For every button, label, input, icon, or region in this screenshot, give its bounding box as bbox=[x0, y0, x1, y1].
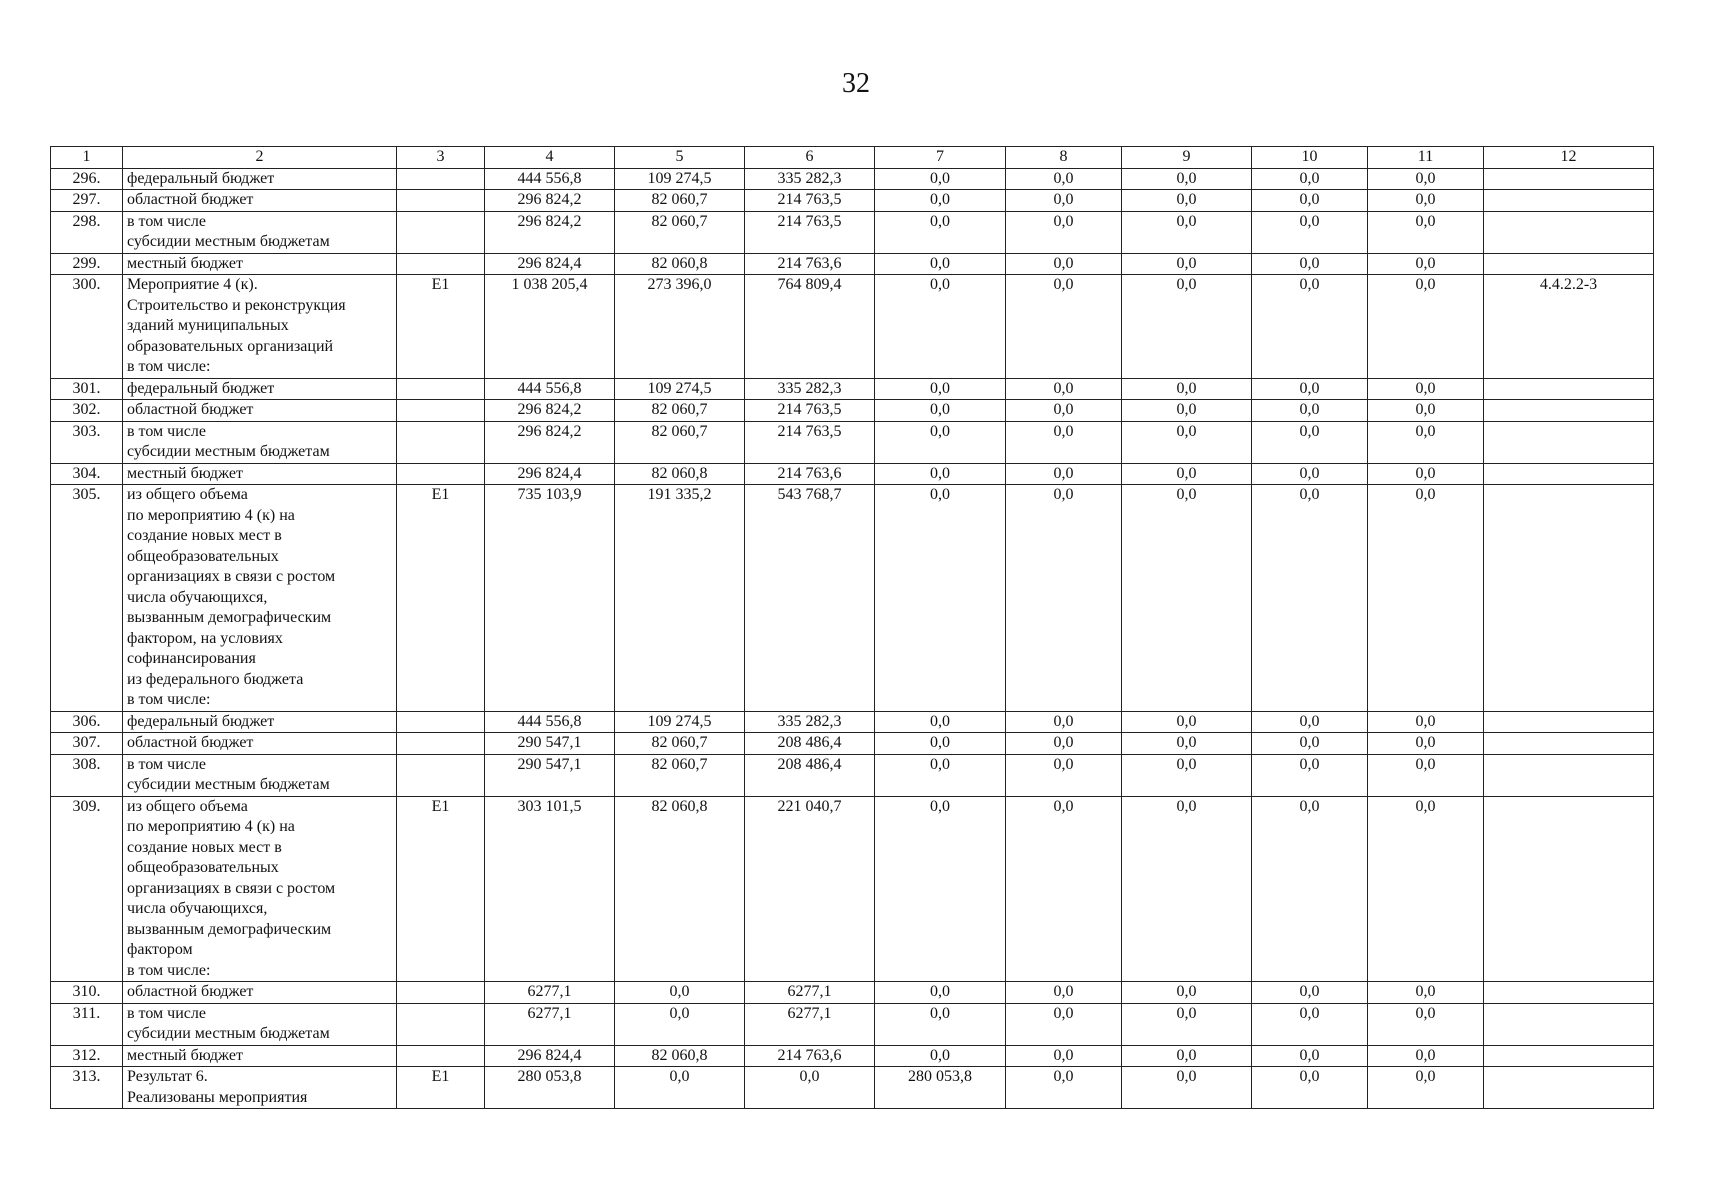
row-number: 303. bbox=[51, 421, 123, 463]
table-row bbox=[51, 711, 1654, 733]
row-note bbox=[1484, 1003, 1654, 1045]
row-description: федеральный бюджет bbox=[123, 378, 397, 400]
row-value-col-8: 0,0 bbox=[1006, 1067, 1122, 1109]
row-value-col-9: 0,0 bbox=[1122, 982, 1252, 1004]
row-value-col-7: 0,0 bbox=[875, 275, 1006, 379]
table-row bbox=[51, 754, 1654, 796]
row-value-col-6: 214 763,5 bbox=[745, 211, 875, 253]
row-value-col-9: 0,0 bbox=[1122, 253, 1252, 275]
column-header-8: 8 bbox=[1006, 147, 1122, 169]
row-value-col-9: 0,0 bbox=[1122, 421, 1252, 463]
row-value-col-6: 208 486,4 bbox=[745, 754, 875, 796]
row-value-col-8: 0,0 bbox=[1006, 463, 1122, 485]
row-code bbox=[397, 711, 485, 733]
row-value-col-5: 191 335,2 bbox=[615, 485, 745, 712]
row-value-col-6: 221 040,7 bbox=[745, 796, 875, 982]
row-code: Е1 bbox=[397, 485, 485, 712]
row-number: 306. bbox=[51, 711, 123, 733]
row-value-col-9: 0,0 bbox=[1122, 711, 1252, 733]
row-code bbox=[397, 754, 485, 796]
row-value-col-11: 0,0 bbox=[1368, 733, 1484, 755]
row-value-col-5: 82 060,7 bbox=[615, 754, 745, 796]
row-value-col-7: 0,0 bbox=[875, 1045, 1006, 1067]
row-note bbox=[1484, 796, 1654, 982]
row-number: 307. bbox=[51, 733, 123, 755]
column-header-12: 12 bbox=[1484, 147, 1654, 169]
row-value-col-9: 0,0 bbox=[1122, 754, 1252, 796]
row-note bbox=[1484, 378, 1654, 400]
row-value-col-11: 0,0 bbox=[1368, 754, 1484, 796]
row-code: Е1 bbox=[397, 796, 485, 982]
row-value-col-7: 0,0 bbox=[875, 711, 1006, 733]
table-body bbox=[51, 147, 1654, 1109]
row-value-col-4: 296 824,2 bbox=[485, 190, 615, 212]
row-number: 300. bbox=[51, 275, 123, 379]
row-description: в том числе субсидии местным бюджетам bbox=[123, 211, 397, 253]
row-note bbox=[1484, 485, 1654, 712]
column-header-11: 11 bbox=[1368, 147, 1484, 169]
column-header-5: 5 bbox=[615, 147, 745, 169]
row-value-col-9: 0,0 bbox=[1122, 485, 1252, 712]
row-value-col-8: 0,0 bbox=[1006, 796, 1122, 982]
row-description: местный бюджет bbox=[123, 253, 397, 275]
row-value-col-4: 296 824,4 bbox=[485, 253, 615, 275]
column-number-row bbox=[51, 147, 1654, 169]
row-value-col-10: 0,0 bbox=[1252, 711, 1368, 733]
row-value-col-5: 82 060,7 bbox=[615, 400, 745, 422]
row-note: 4.4.2.2-3 bbox=[1484, 275, 1654, 379]
column-header-10: 10 bbox=[1252, 147, 1368, 169]
row-code bbox=[397, 168, 485, 190]
row-value-col-11: 0,0 bbox=[1368, 275, 1484, 379]
row-value-col-11: 0,0 bbox=[1368, 1045, 1484, 1067]
row-code bbox=[397, 190, 485, 212]
row-value-col-10: 0,0 bbox=[1252, 754, 1368, 796]
row-value-col-9: 0,0 bbox=[1122, 378, 1252, 400]
row-value-col-11: 0,0 bbox=[1368, 211, 1484, 253]
table-row bbox=[51, 378, 1654, 400]
row-number: 297. bbox=[51, 190, 123, 212]
budget-table bbox=[50, 146, 1654, 1109]
column-header-7: 7 bbox=[875, 147, 1006, 169]
row-value-col-7: 0,0 bbox=[875, 378, 1006, 400]
row-value-col-10: 0,0 bbox=[1252, 378, 1368, 400]
row-value-col-6: 335 282,3 bbox=[745, 168, 875, 190]
row-number: 310. bbox=[51, 982, 123, 1004]
row-value-col-5: 109 274,5 bbox=[615, 168, 745, 190]
row-value-col-5: 82 060,7 bbox=[615, 211, 745, 253]
row-code bbox=[397, 463, 485, 485]
row-note bbox=[1484, 463, 1654, 485]
row-value-col-8: 0,0 bbox=[1006, 733, 1122, 755]
row-value-col-5: 82 060,7 bbox=[615, 733, 745, 755]
row-value-col-4: 735 103,9 bbox=[485, 485, 615, 712]
page-number: 32 bbox=[842, 68, 870, 99]
row-description: в том числе субсидии местным бюджетам bbox=[123, 754, 397, 796]
row-note bbox=[1484, 711, 1654, 733]
table-row bbox=[51, 1045, 1654, 1067]
row-value-col-11: 0,0 bbox=[1368, 1067, 1484, 1109]
row-value-col-6: 214 763,6 bbox=[745, 1045, 875, 1067]
row-description: областной бюджет bbox=[123, 400, 397, 422]
row-value-col-9: 0,0 bbox=[1122, 463, 1252, 485]
column-header-9: 9 bbox=[1122, 147, 1252, 169]
row-value-col-7: 0,0 bbox=[875, 485, 1006, 712]
row-value-col-4: 296 824,4 bbox=[485, 463, 615, 485]
row-value-col-8: 0,0 bbox=[1006, 421, 1122, 463]
row-value-col-5: 82 060,8 bbox=[615, 253, 745, 275]
row-value-col-11: 0,0 bbox=[1368, 378, 1484, 400]
row-value-col-7: 0,0 bbox=[875, 733, 1006, 755]
row-number: 312. bbox=[51, 1045, 123, 1067]
row-number: 298. bbox=[51, 211, 123, 253]
row-value-col-5: 82 060,8 bbox=[615, 1045, 745, 1067]
row-value-col-8: 0,0 bbox=[1006, 253, 1122, 275]
row-code bbox=[397, 378, 485, 400]
table-row bbox=[51, 1003, 1654, 1045]
row-value-col-8: 0,0 bbox=[1006, 211, 1122, 253]
row-value-col-10: 0,0 bbox=[1252, 1045, 1368, 1067]
row-code bbox=[397, 253, 485, 275]
row-value-col-11: 0,0 bbox=[1368, 796, 1484, 982]
row-number: 296. bbox=[51, 168, 123, 190]
row-value-col-7: 0,0 bbox=[875, 211, 1006, 253]
row-description: местный бюджет bbox=[123, 1045, 397, 1067]
row-value-col-9: 0,0 bbox=[1122, 168, 1252, 190]
row-code: Е1 bbox=[397, 275, 485, 379]
table-row bbox=[51, 982, 1654, 1004]
row-value-col-6: 214 763,5 bbox=[745, 190, 875, 212]
row-value-col-8: 0,0 bbox=[1006, 711, 1122, 733]
row-value-col-6: 214 763,5 bbox=[745, 400, 875, 422]
row-value-col-6: 214 763,6 bbox=[745, 253, 875, 275]
row-note bbox=[1484, 400, 1654, 422]
row-value-col-8: 0,0 bbox=[1006, 754, 1122, 796]
row-value-col-7: 0,0 bbox=[875, 796, 1006, 982]
row-value-col-10: 0,0 bbox=[1252, 168, 1368, 190]
table-row bbox=[51, 190, 1654, 212]
row-value-col-6: 764 809,4 bbox=[745, 275, 875, 379]
row-note bbox=[1484, 211, 1654, 253]
row-value-col-9: 0,0 bbox=[1122, 275, 1252, 379]
row-value-col-8: 0,0 bbox=[1006, 982, 1122, 1004]
row-value-col-8: 0,0 bbox=[1006, 168, 1122, 190]
row-description: областной бюджет bbox=[123, 982, 397, 1004]
row-description: в том числе субсидии местным бюджетам bbox=[123, 421, 397, 463]
row-value-col-4: 444 556,8 bbox=[485, 378, 615, 400]
row-note bbox=[1484, 190, 1654, 212]
row-value-col-4: 290 547,1 bbox=[485, 754, 615, 796]
row-value-col-9: 0,0 bbox=[1122, 1067, 1252, 1109]
row-value-col-4: 444 556,8 bbox=[485, 168, 615, 190]
row-value-col-4: 444 556,8 bbox=[485, 711, 615, 733]
row-value-col-11: 0,0 bbox=[1368, 253, 1484, 275]
row-value-col-7: 0,0 bbox=[875, 463, 1006, 485]
row-code bbox=[397, 1045, 485, 1067]
row-value-col-7: 0,0 bbox=[875, 253, 1006, 275]
row-value-col-4: 296 824,2 bbox=[485, 421, 615, 463]
row-value-col-9: 0,0 bbox=[1122, 211, 1252, 253]
column-header-4: 4 bbox=[485, 147, 615, 169]
row-value-col-11: 0,0 bbox=[1368, 982, 1484, 1004]
table-row bbox=[51, 485, 1654, 712]
row-value-col-5: 82 060,7 bbox=[615, 421, 745, 463]
row-value-col-10: 0,0 bbox=[1252, 982, 1368, 1004]
column-header-2: 2 bbox=[123, 147, 397, 169]
row-code bbox=[397, 982, 485, 1004]
row-number: 305. bbox=[51, 485, 123, 712]
row-value-col-10: 0,0 bbox=[1252, 463, 1368, 485]
row-value-col-9: 0,0 bbox=[1122, 796, 1252, 982]
row-value-col-4: 303 101,5 bbox=[485, 796, 615, 982]
row-value-col-6: 335 282,3 bbox=[745, 378, 875, 400]
table-row bbox=[51, 421, 1654, 463]
row-value-col-10: 0,0 bbox=[1252, 1003, 1368, 1045]
row-value-col-7: 0,0 bbox=[875, 754, 1006, 796]
row-value-col-5: 0,0 bbox=[615, 1067, 745, 1109]
row-value-col-10: 0,0 bbox=[1252, 275, 1368, 379]
row-value-col-11: 0,0 bbox=[1368, 168, 1484, 190]
row-value-col-11: 0,0 bbox=[1368, 421, 1484, 463]
row-value-col-10: 0,0 bbox=[1252, 796, 1368, 982]
row-value-col-6: 208 486,4 bbox=[745, 733, 875, 755]
row-value-col-7: 0,0 bbox=[875, 1003, 1006, 1045]
row-value-col-11: 0,0 bbox=[1368, 711, 1484, 733]
row-value-col-8: 0,0 bbox=[1006, 1045, 1122, 1067]
table-row bbox=[51, 733, 1654, 755]
row-description: из общего объема по мероприятию 4 (к) на создание новых мест в общеобразовательных организациях в связи с ростом числа обучающихся, вызванным демографическим фактором в том числе: bbox=[123, 796, 397, 982]
column-header-3: 3 bbox=[397, 147, 485, 169]
row-number: 311. bbox=[51, 1003, 123, 1045]
row-value-col-11: 0,0 bbox=[1368, 463, 1484, 485]
row-value-col-4: 6277,1 bbox=[485, 1003, 615, 1045]
row-code bbox=[397, 733, 485, 755]
row-description: областной бюджет bbox=[123, 190, 397, 212]
row-number: 299. bbox=[51, 253, 123, 275]
row-code bbox=[397, 211, 485, 253]
row-value-col-7: 0,0 bbox=[875, 190, 1006, 212]
row-value-col-4: 290 547,1 bbox=[485, 733, 615, 755]
row-value-col-9: 0,0 bbox=[1122, 733, 1252, 755]
row-value-col-11: 0,0 bbox=[1368, 190, 1484, 212]
row-value-col-5: 0,0 bbox=[615, 982, 745, 1004]
row-description: местный бюджет bbox=[123, 463, 397, 485]
row-code bbox=[397, 400, 485, 422]
row-note bbox=[1484, 733, 1654, 755]
row-value-col-10: 0,0 bbox=[1252, 211, 1368, 253]
row-value-col-10: 0,0 bbox=[1252, 485, 1368, 712]
row-value-col-8: 0,0 bbox=[1006, 485, 1122, 712]
row-value-col-7: 0,0 bbox=[875, 982, 1006, 1004]
row-value-col-5: 273 396,0 bbox=[615, 275, 745, 379]
row-value-col-5: 82 060,8 bbox=[615, 796, 745, 982]
row-value-col-4: 1 038 205,4 bbox=[485, 275, 615, 379]
row-value-col-7: 0,0 bbox=[875, 168, 1006, 190]
table-row bbox=[51, 275, 1654, 379]
row-value-col-4: 296 824,4 bbox=[485, 1045, 615, 1067]
row-value-col-11: 0,0 bbox=[1368, 485, 1484, 712]
row-value-col-6: 6277,1 bbox=[745, 1003, 875, 1045]
row-description: федеральный бюджет bbox=[123, 168, 397, 190]
row-description: федеральный бюджет bbox=[123, 711, 397, 733]
row-value-col-8: 0,0 bbox=[1006, 1003, 1122, 1045]
row-value-col-5: 109 274,5 bbox=[615, 378, 745, 400]
row-description: в том числе субсидии местным бюджетам bbox=[123, 1003, 397, 1045]
row-description: из общего объема по мероприятию 4 (к) на создание новых мест в общеобразовательных организациях в связи с ростом числа обучающихся, вызванным демографическим фактором, на условиях софинансирования из федерального бюджета в том числе: bbox=[123, 485, 397, 712]
row-number: 308. bbox=[51, 754, 123, 796]
row-value-col-7: 0,0 bbox=[875, 400, 1006, 422]
row-note bbox=[1484, 168, 1654, 190]
row-value-col-9: 0,0 bbox=[1122, 400, 1252, 422]
table-row bbox=[51, 1067, 1654, 1109]
row-value-col-10: 0,0 bbox=[1252, 421, 1368, 463]
row-note bbox=[1484, 253, 1654, 275]
table-row bbox=[51, 796, 1654, 982]
row-value-col-4: 280 053,8 bbox=[485, 1067, 615, 1109]
row-value-col-8: 0,0 bbox=[1006, 400, 1122, 422]
row-number: 301. bbox=[51, 378, 123, 400]
row-value-col-4: 296 824,2 bbox=[485, 400, 615, 422]
row-value-col-5: 0,0 bbox=[615, 1003, 745, 1045]
row-code: Е1 bbox=[397, 1067, 485, 1109]
row-value-col-9: 0,0 bbox=[1122, 1003, 1252, 1045]
row-note bbox=[1484, 982, 1654, 1004]
row-description: областной бюджет bbox=[123, 733, 397, 755]
row-value-col-10: 0,0 bbox=[1252, 400, 1368, 422]
table-row bbox=[51, 211, 1654, 253]
row-value-col-10: 0,0 bbox=[1252, 190, 1368, 212]
row-value-col-6: 6277,1 bbox=[745, 982, 875, 1004]
row-value-col-10: 0,0 bbox=[1252, 1067, 1368, 1109]
row-value-col-8: 0,0 bbox=[1006, 275, 1122, 379]
row-value-col-11: 0,0 bbox=[1368, 400, 1484, 422]
row-number: 313. bbox=[51, 1067, 123, 1109]
column-header-6: 6 bbox=[745, 147, 875, 169]
row-value-col-6: 543 768,7 bbox=[745, 485, 875, 712]
row-note bbox=[1484, 421, 1654, 463]
row-value-col-4: 296 824,2 bbox=[485, 211, 615, 253]
row-value-col-6: 214 763,5 bbox=[745, 421, 875, 463]
row-note bbox=[1484, 1067, 1654, 1109]
row-number: 309. bbox=[51, 796, 123, 982]
row-value-col-7: 0,0 bbox=[875, 421, 1006, 463]
row-number: 302. bbox=[51, 400, 123, 422]
row-value-col-5: 82 060,7 bbox=[615, 190, 745, 212]
row-value-col-6: 214 763,6 bbox=[745, 463, 875, 485]
row-value-col-4: 6277,1 bbox=[485, 982, 615, 1004]
row-description: Мероприятие 4 (к). Строительство и реконструкция зданий муниципальных образовательных организаций в том числе: bbox=[123, 275, 397, 379]
row-value-col-6: 335 282,3 bbox=[745, 711, 875, 733]
row-value-col-9: 0,0 bbox=[1122, 190, 1252, 212]
row-value-col-10: 0,0 bbox=[1252, 253, 1368, 275]
table-row bbox=[51, 463, 1654, 485]
table-row bbox=[51, 400, 1654, 422]
row-code bbox=[397, 421, 485, 463]
row-value-col-6: 0,0 bbox=[745, 1067, 875, 1109]
table-row bbox=[51, 253, 1654, 275]
row-description: Результат 6. Реализованы мероприятия bbox=[123, 1067, 397, 1109]
row-value-col-5: 82 060,8 bbox=[615, 463, 745, 485]
row-value-col-8: 0,0 bbox=[1006, 378, 1122, 400]
row-value-col-11: 0,0 bbox=[1368, 1003, 1484, 1045]
row-value-col-5: 109 274,5 bbox=[615, 711, 745, 733]
row-code bbox=[397, 1003, 485, 1045]
row-value-col-7: 280 053,8 bbox=[875, 1067, 1006, 1109]
row-value-col-10: 0,0 bbox=[1252, 733, 1368, 755]
row-value-col-8: 0,0 bbox=[1006, 190, 1122, 212]
row-value-col-9: 0,0 bbox=[1122, 1045, 1252, 1067]
row-note bbox=[1484, 754, 1654, 796]
column-header-1: 1 bbox=[51, 147, 123, 169]
row-number: 304. bbox=[51, 463, 123, 485]
table-row bbox=[51, 168, 1654, 190]
row-note bbox=[1484, 1045, 1654, 1067]
